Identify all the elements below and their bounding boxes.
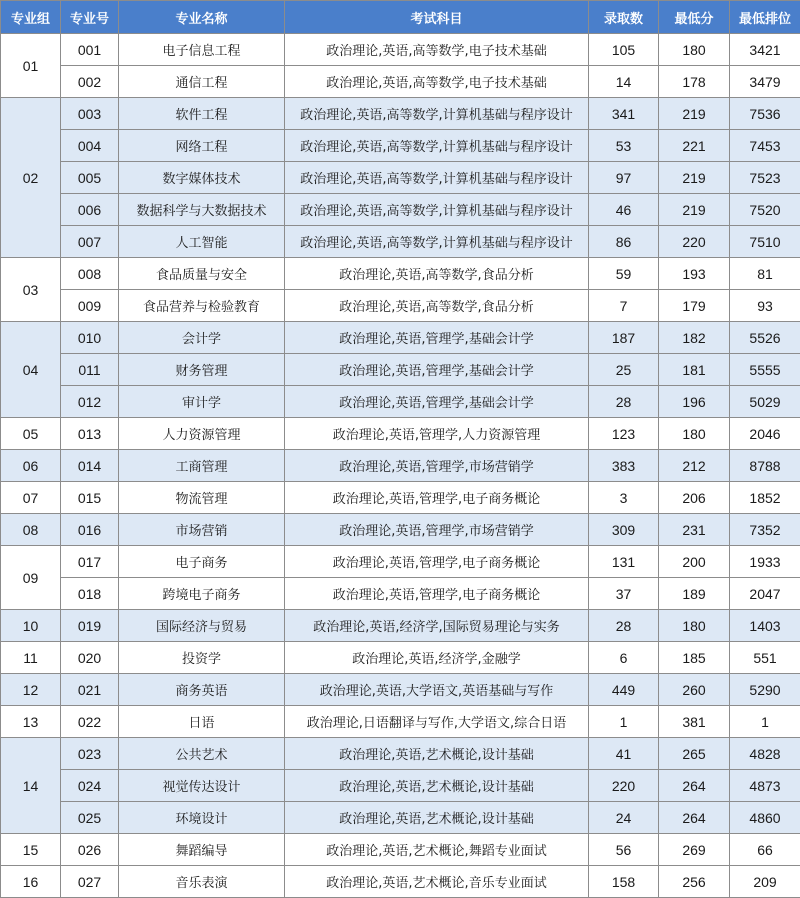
code-cell: 025 <box>61 802 119 834</box>
min-score-cell: 200 <box>659 546 730 578</box>
min-rank-cell: 3421 <box>730 34 800 66</box>
admitted-cell: 131 <box>589 546 659 578</box>
min-score-cell: 256 <box>659 866 730 898</box>
code-cell: 017 <box>61 546 119 578</box>
major-name-cell: 电子信息工程 <box>119 34 285 66</box>
code-cell: 004 <box>61 130 119 162</box>
code-cell: 001 <box>61 34 119 66</box>
min-rank-cell: 2047 <box>730 578 800 610</box>
table-body <box>1 34 800 898</box>
min-score-cell: 212 <box>659 450 730 482</box>
group-cell: 01 <box>1 34 61 98</box>
code-cell: 012 <box>61 386 119 418</box>
header-group: 专业组 <box>1 1 61 34</box>
subjects-cell: 政治理论,英语,管理学,市场营销学 <box>285 450 589 482</box>
min-rank-cell: 7536 <box>730 98 800 130</box>
subjects-cell: 政治理论,英语,艺术概论,设计基础 <box>285 738 589 770</box>
admitted-cell: 1 <box>589 706 659 738</box>
table-row <box>1 866 800 898</box>
table-row <box>1 642 800 674</box>
table-row <box>1 450 800 482</box>
admitted-cell: 309 <box>589 514 659 546</box>
header-admitted: 录取数 <box>589 1 659 34</box>
admitted-cell: 41 <box>589 738 659 770</box>
min-score-cell: 185 <box>659 642 730 674</box>
table-row <box>1 578 800 610</box>
min-score-cell: 206 <box>659 482 730 514</box>
major-name-cell: 日语 <box>119 706 285 738</box>
subjects-cell: 政治理论,英语,管理学,基础会计学 <box>285 386 589 418</box>
min-rank-cell: 7520 <box>730 194 800 226</box>
min-rank-cell: 7510 <box>730 226 800 258</box>
major-name-cell: 国际经济与贸易 <box>119 610 285 642</box>
min-rank-cell: 5526 <box>730 322 800 354</box>
major-name-cell: 商务英语 <box>119 674 285 706</box>
admitted-cell: 59 <box>589 258 659 290</box>
code-cell: 009 <box>61 290 119 322</box>
min-score-cell: 180 <box>659 610 730 642</box>
min-rank-cell: 1933 <box>730 546 800 578</box>
admitted-cell: 187 <box>589 322 659 354</box>
header-min-score: 最低分 <box>659 1 730 34</box>
subjects-cell: 政治理论,英语,大学语文,英语基础与写作 <box>285 674 589 706</box>
min-rank-cell: 3479 <box>730 66 800 98</box>
group-cell: 08 <box>1 514 61 546</box>
major-name-cell: 审计学 <box>119 386 285 418</box>
min-rank-cell: 5555 <box>730 354 800 386</box>
subjects-cell: 政治理论,英语,管理学,市场营销学 <box>285 514 589 546</box>
min-score-cell: 180 <box>659 418 730 450</box>
major-name-cell: 视觉传达设计 <box>119 770 285 802</box>
group-cell: 06 <box>1 450 61 482</box>
major-name-cell: 食品质量与安全 <box>119 258 285 290</box>
major-name-cell: 环境设计 <box>119 802 285 834</box>
min-rank-cell: 4860 <box>730 802 800 834</box>
group-cell: 16 <box>1 866 61 898</box>
subjects-cell: 政治理论,英语,管理学,电子商务概论 <box>285 546 589 578</box>
min-score-cell: 260 <box>659 674 730 706</box>
admitted-cell: 105 <box>589 34 659 66</box>
min-rank-cell: 4873 <box>730 770 800 802</box>
table-row <box>1 130 800 162</box>
subjects-cell: 政治理论,英语,艺术概论,设计基础 <box>285 770 589 802</box>
major-name-cell: 电子商务 <box>119 546 285 578</box>
min-rank-cell: 2046 <box>730 418 800 450</box>
min-rank-cell: 5029 <box>730 386 800 418</box>
subjects-cell: 政治理论,英语,艺术概论,舞蹈专业面试 <box>285 834 589 866</box>
group-cell: 03 <box>1 258 61 322</box>
min-rank-cell: 551 <box>730 642 800 674</box>
min-score-cell: 178 <box>659 66 730 98</box>
group-cell: 09 <box>1 546 61 610</box>
min-score-cell: 264 <box>659 770 730 802</box>
major-name-cell: 通信工程 <box>119 66 285 98</box>
major-name-cell: 财务管理 <box>119 354 285 386</box>
subjects-cell: 政治理论,日语翻译与写作,大学语文,综合日语 <box>285 706 589 738</box>
min-score-cell: 179 <box>659 290 730 322</box>
code-cell: 010 <box>61 322 119 354</box>
subjects-cell: 政治理论,英语,经济学,金融学 <box>285 642 589 674</box>
group-cell: 13 <box>1 706 61 738</box>
min-score-cell: 193 <box>659 258 730 290</box>
min-score-cell: 181 <box>659 354 730 386</box>
subjects-cell: 政治理论,英语,高等数学,计算机基础与程序设计 <box>285 162 589 194</box>
admitted-cell: 24 <box>589 802 659 834</box>
subjects-cell: 政治理论,英语,高等数学,电子技术基础 <box>285 66 589 98</box>
admitted-cell: 25 <box>589 354 659 386</box>
subjects-cell: 政治理论,英语,高等数学,计算机基础与程序设计 <box>285 194 589 226</box>
table-row <box>1 418 800 450</box>
min-rank-cell: 5290 <box>730 674 800 706</box>
min-score-cell: 189 <box>659 578 730 610</box>
min-rank-cell: 1403 <box>730 610 800 642</box>
code-cell: 026 <box>61 834 119 866</box>
table-row <box>1 834 800 866</box>
min-rank-cell: 1852 <box>730 482 800 514</box>
min-score-cell: 219 <box>659 162 730 194</box>
table-row <box>1 386 800 418</box>
admitted-cell: 6 <box>589 642 659 674</box>
admitted-cell: 7 <box>589 290 659 322</box>
admitted-cell: 56 <box>589 834 659 866</box>
table-row <box>1 162 800 194</box>
min-score-cell: 381 <box>659 706 730 738</box>
subjects-cell: 政治理论,英语,高等数学,食品分析 <box>285 290 589 322</box>
major-name-cell: 食品营养与检验教育 <box>119 290 285 322</box>
subjects-cell: 政治理论,英语,管理学,电子商务概论 <box>285 578 589 610</box>
header-subjects: 考试科目 <box>285 1 589 34</box>
code-cell: 013 <box>61 418 119 450</box>
min-score-cell: 196 <box>659 386 730 418</box>
min-score-cell: 265 <box>659 738 730 770</box>
min-rank-cell: 7523 <box>730 162 800 194</box>
admitted-cell: 37 <box>589 578 659 610</box>
group-cell: 04 <box>1 322 61 418</box>
subjects-cell: 政治理论,英语,高等数学,计算机基础与程序设计 <box>285 130 589 162</box>
major-name-cell: 工商管理 <box>119 450 285 482</box>
major-name-cell: 舞蹈编导 <box>119 834 285 866</box>
min-rank-cell: 7453 <box>730 130 800 162</box>
table-row <box>1 258 800 290</box>
table-row <box>1 482 800 514</box>
header-code: 专业号 <box>61 1 119 34</box>
subjects-cell: 政治理论,英语,高等数学,电子技术基础 <box>285 34 589 66</box>
major-name-cell: 人工智能 <box>119 226 285 258</box>
subjects-cell: 政治理论,英语,管理学,基础会计学 <box>285 354 589 386</box>
table-row <box>1 34 800 66</box>
min-rank-cell: 66 <box>730 834 800 866</box>
admitted-cell: 86 <box>589 226 659 258</box>
major-name-cell: 投资学 <box>119 642 285 674</box>
code-cell: 023 <box>61 738 119 770</box>
admitted-cell: 158 <box>589 866 659 898</box>
subjects-cell: 政治理论,英语,经济学,国际贸易理论与实务 <box>285 610 589 642</box>
subjects-cell: 政治理论,英语,艺术概论,音乐专业面试 <box>285 866 589 898</box>
major-name-cell: 人力资源管理 <box>119 418 285 450</box>
min-rank-cell: 81 <box>730 258 800 290</box>
major-name-cell: 音乐表演 <box>119 866 285 898</box>
major-name-cell: 会计学 <box>119 322 285 354</box>
table-row <box>1 802 800 834</box>
subjects-cell: 政治理论,英语,高等数学,食品分析 <box>285 258 589 290</box>
major-name-cell: 数字媒体技术 <box>119 162 285 194</box>
group-cell: 14 <box>1 738 61 834</box>
group-cell: 10 <box>1 610 61 642</box>
table-row <box>1 194 800 226</box>
subjects-cell: 政治理论,英语,管理学,电子商务概论 <box>285 482 589 514</box>
code-cell: 007 <box>61 226 119 258</box>
code-cell: 019 <box>61 610 119 642</box>
group-cell: 02 <box>1 98 61 258</box>
code-cell: 024 <box>61 770 119 802</box>
table-row <box>1 322 800 354</box>
min-rank-cell: 7352 <box>730 514 800 546</box>
table-row <box>1 354 800 386</box>
major-name-cell: 网络工程 <box>119 130 285 162</box>
table-row <box>1 610 800 642</box>
group-cell: 05 <box>1 418 61 450</box>
min-score-cell: 219 <box>659 98 730 130</box>
min-score-cell: 264 <box>659 802 730 834</box>
admitted-cell: 3 <box>589 482 659 514</box>
admitted-cell: 449 <box>589 674 659 706</box>
min-score-cell: 219 <box>659 194 730 226</box>
min-rank-cell: 1 <box>730 706 800 738</box>
code-cell: 018 <box>61 578 119 610</box>
table-row <box>1 706 800 738</box>
group-cell: 12 <box>1 674 61 706</box>
code-cell: 020 <box>61 642 119 674</box>
min-rank-cell: 209 <box>730 866 800 898</box>
admitted-cell: 14 <box>589 66 659 98</box>
code-cell: 014 <box>61 450 119 482</box>
code-cell: 027 <box>61 866 119 898</box>
major-name-cell: 市场营销 <box>119 514 285 546</box>
code-cell: 006 <box>61 194 119 226</box>
admitted-cell: 123 <box>589 418 659 450</box>
code-cell: 008 <box>61 258 119 290</box>
table-row <box>1 290 800 322</box>
major-name-cell: 公共艺术 <box>119 738 285 770</box>
major-name-cell: 数据科学与大数据技术 <box>119 194 285 226</box>
group-cell: 15 <box>1 834 61 866</box>
subjects-cell: 政治理论,英语,高等数学,计算机基础与程序设计 <box>285 98 589 130</box>
admitted-cell: 97 <box>589 162 659 194</box>
header-name: 专业名称 <box>119 1 285 34</box>
subjects-cell: 政治理论,英语,高等数学,计算机基础与程序设计 <box>285 226 589 258</box>
table-row <box>1 674 800 706</box>
admitted-cell: 46 <box>589 194 659 226</box>
table-row <box>1 98 800 130</box>
table-header <box>1 1 800 34</box>
code-cell: 002 <box>61 66 119 98</box>
group-cell: 11 <box>1 642 61 674</box>
min-rank-cell: 93 <box>730 290 800 322</box>
table-row <box>1 546 800 578</box>
admitted-cell: 28 <box>589 610 659 642</box>
code-cell: 015 <box>61 482 119 514</box>
table-row <box>1 738 800 770</box>
code-cell: 016 <box>61 514 119 546</box>
code-cell: 005 <box>61 162 119 194</box>
table-row <box>1 66 800 98</box>
min-score-cell: 221 <box>659 130 730 162</box>
code-cell: 003 <box>61 98 119 130</box>
major-name-cell: 软件工程 <box>119 98 285 130</box>
min-score-cell: 180 <box>659 34 730 66</box>
group-cell: 07 <box>1 482 61 514</box>
admitted-cell: 220 <box>589 770 659 802</box>
min-score-cell: 182 <box>659 322 730 354</box>
min-score-cell: 220 <box>659 226 730 258</box>
min-score-cell: 231 <box>659 514 730 546</box>
header-row <box>1 1 800 34</box>
major-name-cell: 物流管理 <box>119 482 285 514</box>
code-cell: 021 <box>61 674 119 706</box>
table-row <box>1 226 800 258</box>
subjects-cell: 政治理论,英语,管理学,人力资源管理 <box>285 418 589 450</box>
min-rank-cell: 8788 <box>730 450 800 482</box>
table-row <box>1 514 800 546</box>
code-cell: 022 <box>61 706 119 738</box>
min-score-cell: 269 <box>659 834 730 866</box>
admitted-cell: 383 <box>589 450 659 482</box>
admitted-cell: 53 <box>589 130 659 162</box>
table-row <box>1 770 800 802</box>
subjects-cell: 政治理论,英语,艺术概论,设计基础 <box>285 802 589 834</box>
subjects-cell: 政治理论,英语,管理学,基础会计学 <box>285 322 589 354</box>
major-name-cell: 跨境电子商务 <box>119 578 285 610</box>
min-rank-cell: 4828 <box>730 738 800 770</box>
admitted-cell: 28 <box>589 386 659 418</box>
code-cell: 011 <box>61 354 119 386</box>
admitted-cell: 341 <box>589 98 659 130</box>
header-min-rank: 最低排位 <box>730 1 800 34</box>
